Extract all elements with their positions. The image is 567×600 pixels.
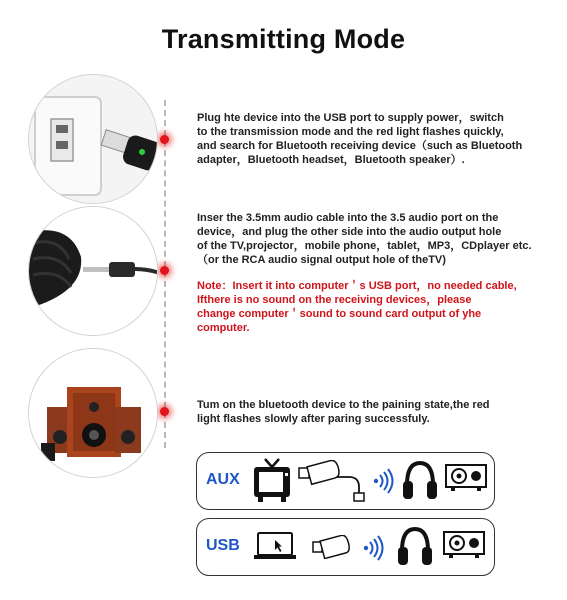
step-2-image	[28, 206, 158, 336]
bluetooth-dongle-icon	[311, 535, 351, 559]
wireless-signal-icon	[363, 535, 385, 561]
step-3-text	[197, 398, 490, 426]
step-1-text	[197, 111, 522, 167]
step-1-image	[28, 74, 158, 204]
step-2-note	[197, 279, 517, 335]
text-line: adapter，Bluetooth headset，Bluetooth speaker）.	[197, 154, 465, 166]
note-line: computer.	[197, 322, 250, 334]
mode-label: USB	[206, 537, 240, 554]
text-line: （or the RCA audio signal output hole of theTV)	[197, 254, 446, 266]
usb-dongle-icon	[29, 75, 157, 203]
audio-cable-icon	[29, 207, 157, 335]
text-line: Plug hte device into the USB port to supply power，switch	[197, 112, 504, 124]
mode-label: AUX	[206, 471, 240, 488]
aux-cable-icon	[335, 471, 365, 503]
text-line: Tum on the bluetooth device to the paining state,the red	[197, 399, 490, 411]
headphones-icon	[402, 459, 438, 501]
tv-icon	[252, 457, 292, 503]
note-line: Note：Insert it into computer＇s USB port，no needed cable,	[197, 280, 517, 292]
note-line: change computer＇sound to sound card output of yhe	[197, 308, 482, 320]
speaker-box-icon	[443, 530, 485, 560]
laptop-icon	[253, 531, 297, 561]
step-2-text	[197, 211, 532, 267]
indicator-dot	[160, 407, 169, 416]
note-line: Ifthere is no sound on the receiving devices，please	[197, 294, 472, 306]
text-line: light flashes slowly after paring successfuly.	[197, 413, 430, 425]
aux-mode-box	[196, 452, 495, 510]
wireless-signal-icon	[373, 468, 395, 494]
speakers-icon	[29, 349, 157, 477]
step-3-image	[28, 348, 158, 478]
indicator-dot	[160, 266, 169, 275]
text-line: device，and plug the other side into the audio output hole	[197, 226, 502, 238]
text-line: and search for Bluetooth receiving device（such as Bluetooth	[197, 140, 523, 152]
text-line: Inser the 3.5mm audio cable into the 3.5 audio port on the	[197, 212, 499, 224]
text-line: to the transmission mode and the red light flashes quickly,	[197, 126, 504, 138]
usb-mode-box	[196, 518, 495, 576]
indicator-dot	[160, 135, 169, 144]
text-line: of the TV,projector，mobile phone，tablet，MP3，CDplayer etc.	[197, 240, 532, 252]
speaker-box-icon	[445, 463, 487, 493]
headphones-icon	[397, 525, 433, 567]
page-title: Transmitting Mode	[161, 24, 406, 54]
